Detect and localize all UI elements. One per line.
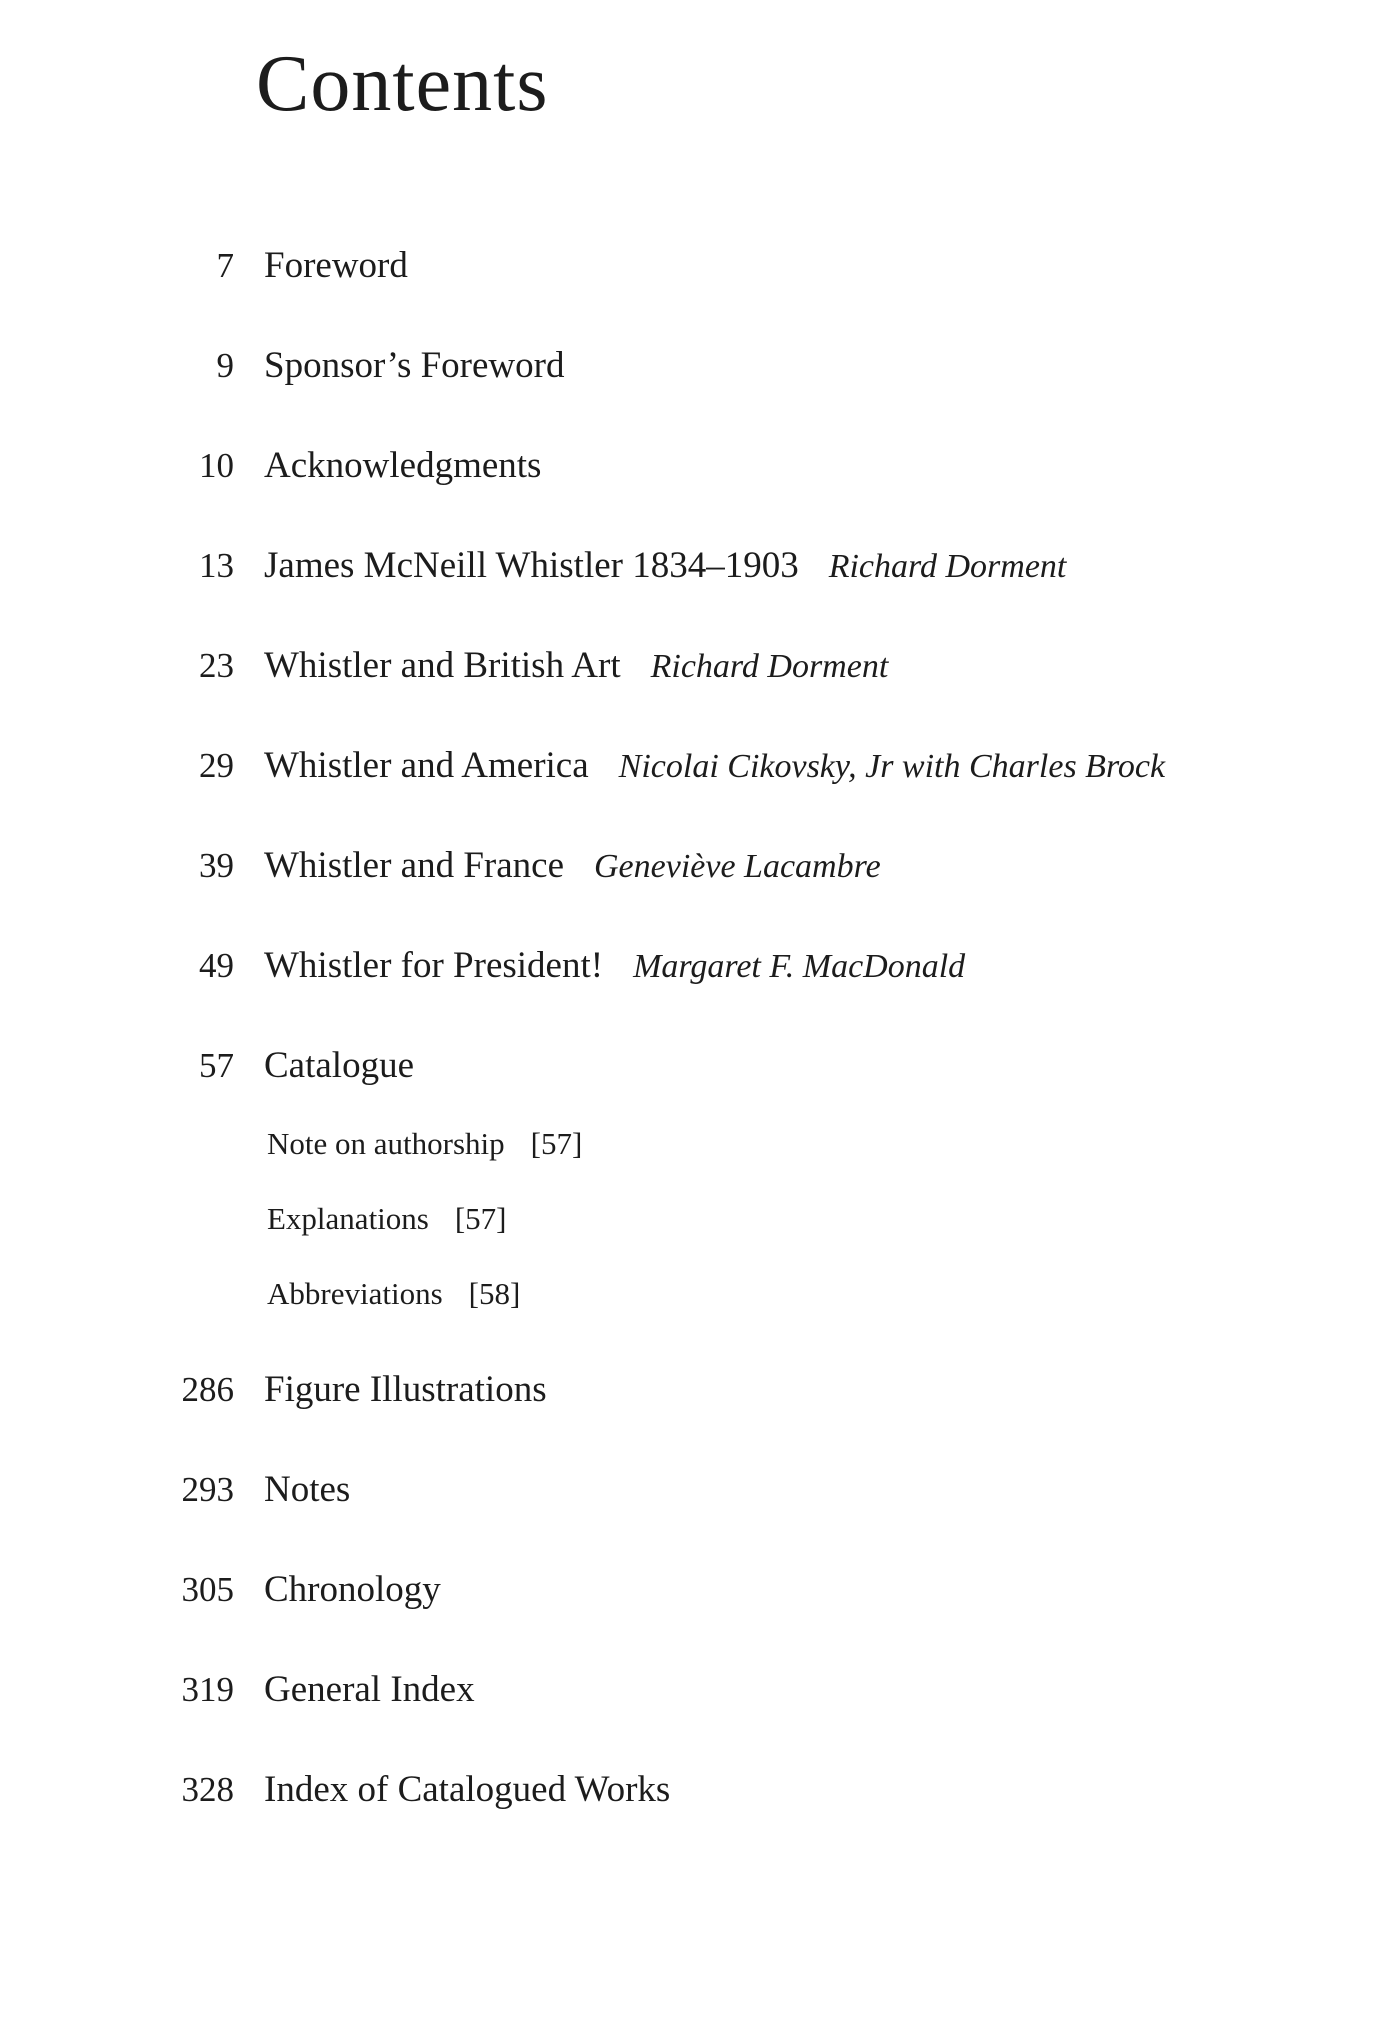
toc-title: Notes [264,1469,351,1510]
toc-title: Foreword [264,245,408,286]
toc-entry-whistler-america [0,736,1382,796]
toc-title: General Index [264,1669,475,1710]
toc-entry-title [264,1560,441,1620]
toc-page-number: 319 [181,1670,234,1709]
toc-entry-whistler-president [0,936,1382,996]
toc-entry-title [264,536,1066,597]
toc-subentry-title: Explanations [267,1201,429,1236]
toc-entry-chronology [0,1560,1382,1620]
toc-title: Acknowledgments [264,445,542,486]
toc-author: Richard Dorment [828,548,1067,585]
toc-page-number: 305 [181,1570,234,1609]
toc-entry-general-index [0,1660,1382,1720]
toc-entry-title [264,1360,547,1420]
toc-entry-whistler-france [0,836,1382,896]
toc-subentry-abbreviations [267,1269,520,1319]
toc-subentry-ref: [57] [454,1201,507,1236]
toc-entry-title [264,236,408,296]
toc-subentry-title: Note on authorship [267,1126,505,1161]
toc-entry-acknowledgments [0,436,1382,496]
toc-subentry-ref: [58] [468,1276,521,1311]
toc-entry-foreword [0,236,1382,296]
toc-author: Nicolai Cikovsky, Jr with Charles Brock [618,748,1166,785]
toc-page-number: 293 [181,1470,234,1509]
toc-subentry-explanations [267,1194,507,1244]
toc-page-number: 9 [216,346,234,385]
toc-page-number: 7 [216,246,234,285]
toc-entry-title [264,436,541,496]
toc-entry-title [264,336,564,396]
toc-entry-title [264,836,881,897]
toc-page-number: 10 [199,446,234,485]
toc-author: Richard Dorment [650,648,889,685]
toc-entry-figure-illustrations [0,1360,1382,1420]
toc-title: Whistler for President! [264,945,604,986]
toc-entry-title [264,936,965,997]
toc-title: Whistler and British Art [264,645,621,686]
page-title: Contents [256,40,549,128]
toc-entry-index-catalogued-works [0,1760,1382,1820]
toc-entry-title [264,1036,414,1096]
toc-page-number: 286 [181,1370,234,1409]
toc-page-number: 328 [181,1770,234,1809]
toc-entry-title [264,636,888,697]
toc-title: Figure Illustrations [264,1369,547,1410]
toc-title: Whistler and America [264,745,589,786]
toc-author: Geneviève Lacambre [594,848,881,885]
toc-page-number: 57 [199,1046,234,1085]
toc-entry-title [264,1760,670,1820]
toc-page-number: 13 [199,546,234,585]
toc-page-number: 29 [199,746,234,785]
toc-subentry-ref: [57] [530,1126,583,1161]
toc-title: Sponsor’s Foreword [264,345,565,386]
toc-entry-sponsors-foreword [0,336,1382,396]
toc-page-number: 49 [199,946,234,985]
toc-entry-notes [0,1460,1382,1520]
toc-entry-title [264,1460,350,1520]
toc-subentry-note-on-authorship [267,1119,582,1169]
toc-entry-catalogue [0,1036,1382,1096]
toc-title: Whistler and France [264,845,564,886]
toc-entry-title [264,736,1165,797]
toc-author: Margaret F. MacDonald [633,948,966,985]
toc-page-number: 23 [199,646,234,685]
toc-title: James McNeill Whistler 1834–1903 [264,545,799,586]
toc-subentry-title: Abbreviations [267,1276,443,1311]
toc-entry-title [264,1660,475,1720]
toc-entry-whistler-british-art [0,636,1382,696]
toc-title: Chronology [264,1569,441,1610]
toc-entry-whistler-1834-1903 [0,536,1382,596]
toc-title: Catalogue [264,1045,415,1086]
toc-title: Index of Catalogued Works [264,1769,671,1810]
toc-page-number: 39 [199,846,234,885]
